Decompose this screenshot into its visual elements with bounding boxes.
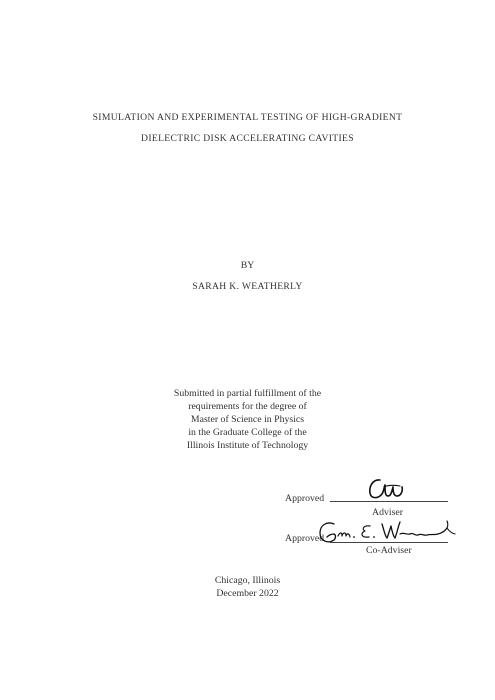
submission-line-3: Master of Science in Physics bbox=[190, 414, 305, 425]
adviser-signature bbox=[366, 474, 412, 504]
location: Chicago, Illinois bbox=[214, 575, 281, 586]
title-line-2: DIELECTRIC DISK ACCELERATING CAVITIES bbox=[141, 133, 354, 144]
submission-line-2: requirements for the degree of bbox=[188, 401, 307, 412]
co-adviser-approved-label: Approved bbox=[285, 533, 325, 544]
submission-date: December 2022 bbox=[216, 588, 279, 599]
place-and-date bbox=[0, 574, 495, 600]
author-name: SARAH K. WEATHERLY bbox=[192, 281, 303, 292]
submission-line-4: in the Graduate College of the bbox=[188, 427, 307, 438]
submission-statement bbox=[0, 387, 495, 452]
co-adviser-role-label: Co-Adviser bbox=[366, 545, 412, 556]
by-label: BY bbox=[240, 260, 255, 271]
title-line-1: SIMULATION AND EXPERIMENTAL TESTING OF HIGH-GRADIENT bbox=[92, 112, 403, 123]
adviser-role-label: Adviser bbox=[372, 507, 404, 518]
submission-line-1: Submitted in partial fulfillment of the bbox=[173, 388, 322, 399]
submission-line-5: Illinois Institute of Technology bbox=[186, 440, 309, 451]
byline bbox=[0, 259, 495, 293]
thesis-title bbox=[0, 111, 495, 145]
adviser-approved-label: Approved bbox=[285, 493, 325, 504]
